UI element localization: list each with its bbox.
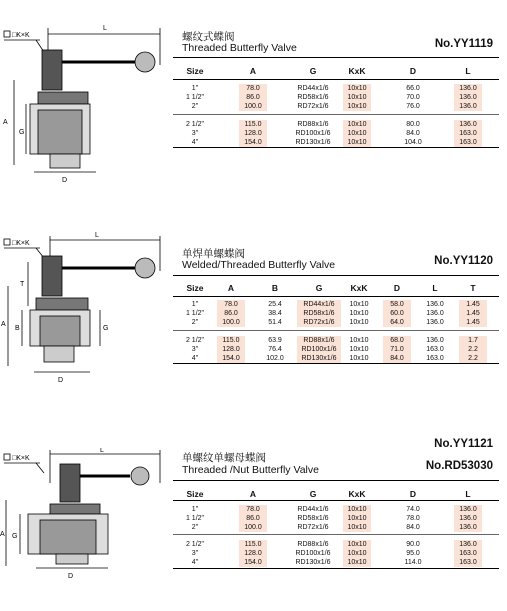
table-cell: 114.0 bbox=[404, 559, 422, 566]
table-cell: 136.0 bbox=[454, 93, 482, 102]
table-bottom-rule bbox=[173, 568, 499, 569]
column-header: G bbox=[309, 66, 317, 76]
size-cell: 1" bbox=[191, 506, 199, 513]
table-cell: 25.4 bbox=[268, 301, 282, 308]
product-title-en: Threaded Butterfly Valve bbox=[182, 42, 297, 54]
table-cell: 10x10 bbox=[343, 120, 371, 129]
product-block-threaded bbox=[173, 26, 499, 156]
drawing-dimension-label: L bbox=[103, 25, 107, 32]
valve-drawing-1 bbox=[0, 10, 170, 185]
column-header: A bbox=[227, 283, 235, 293]
table-cell: 128.0 bbox=[239, 129, 267, 138]
drawing-dimension-label: D bbox=[62, 177, 68, 184]
drawing-dimension-label: D bbox=[68, 573, 74, 580]
table-cell: 71.0 bbox=[383, 345, 411, 354]
table-cell: 10x10 bbox=[343, 514, 371, 523]
column-header: D bbox=[393, 283, 401, 293]
table-cell: 154.0 bbox=[239, 138, 267, 147]
table-cell: 1.7 bbox=[459, 336, 487, 345]
table-cell: 10x10 bbox=[343, 93, 371, 102]
drawing-dimension-label: L bbox=[95, 232, 99, 239]
drawing-dimension-label: G bbox=[19, 129, 25, 136]
table-cell: 136.0 bbox=[454, 102, 482, 111]
size-cell: 2" bbox=[191, 524, 199, 531]
table-cell: 10x10 bbox=[343, 84, 371, 93]
table-cell: 136.0 bbox=[454, 120, 482, 129]
table-group-rule bbox=[173, 330, 499, 331]
table-cell: 10x10 bbox=[349, 310, 369, 317]
table-cell: 136.0 bbox=[454, 514, 482, 523]
column-header: Size bbox=[186, 489, 204, 499]
table-cell: 60.0 bbox=[383, 309, 411, 318]
table-cell: 74.0 bbox=[406, 506, 420, 513]
table-cell: RD88x1/6 bbox=[297, 121, 329, 128]
column-header: A bbox=[249, 66, 257, 76]
table-header-rule bbox=[173, 79, 499, 80]
table-top-rule bbox=[173, 275, 499, 276]
table-cell: 154.0 bbox=[239, 558, 267, 567]
table-cell: 84.0 bbox=[406, 524, 420, 531]
table-cell: 84.0 bbox=[406, 130, 420, 137]
product-title-en: Threaded /Nut Butterfly Valve bbox=[182, 464, 319, 476]
table-cell: 2.2 bbox=[459, 354, 487, 363]
table-cell: 115.0 bbox=[239, 540, 267, 549]
table-cell: RD58x1/6 bbox=[297, 309, 341, 318]
table-cell: 76.4 bbox=[268, 346, 282, 353]
size-cell: 1" bbox=[191, 85, 199, 92]
table-cell: RD100x1/6 bbox=[295, 130, 331, 137]
table-cell: 10x10 bbox=[343, 540, 371, 549]
table-cell: 78.0 bbox=[217, 300, 245, 309]
column-header: KxK bbox=[350, 283, 368, 293]
table-cell: RD44x1/6 bbox=[297, 300, 341, 309]
table-cell: 163.0 bbox=[454, 138, 482, 147]
column-header: KxK bbox=[348, 66, 366, 76]
table-cell: 10x10 bbox=[343, 549, 371, 558]
table-cell: 76.0 bbox=[406, 103, 420, 110]
table-cell: RD88x1/6 bbox=[297, 336, 341, 345]
drawing-dimension-label: D bbox=[58, 377, 64, 384]
table-cell: 136.0 bbox=[454, 84, 482, 93]
table-cell: RD58x1/6 bbox=[297, 515, 329, 522]
table-cell: 10x10 bbox=[349, 346, 369, 353]
table-cell: 68.0 bbox=[383, 336, 411, 345]
size-cell: 1 1/2" bbox=[185, 94, 205, 101]
size-cell: 2" bbox=[191, 319, 199, 326]
table-cell: 80.0 bbox=[406, 121, 420, 128]
table-cell: 136.0 bbox=[454, 523, 482, 532]
product-block-welded-threaded bbox=[173, 243, 499, 373]
product-code: No.RD53030 bbox=[425, 460, 493, 472]
table-cell: RD130x1/6 bbox=[295, 559, 331, 566]
column-header: L bbox=[432, 283, 438, 293]
column-header: KxK bbox=[348, 489, 366, 499]
table-cell: 63.9 bbox=[268, 337, 282, 344]
valve-drawing-2 bbox=[0, 226, 170, 396]
drawing-dimension-label: A bbox=[3, 119, 8, 126]
product-title-zh: 螺纹式蝶阀 bbox=[182, 31, 235, 43]
size-cell: 4" bbox=[191, 139, 199, 146]
column-header: Size bbox=[186, 283, 204, 293]
table-cell: 78.0 bbox=[239, 84, 267, 93]
column-header: A bbox=[249, 489, 257, 499]
table-cell: 10x10 bbox=[343, 138, 371, 147]
table-cell: 10x10 bbox=[349, 319, 369, 326]
table-cell: 136.0 bbox=[454, 505, 482, 514]
table-cell: 10x10 bbox=[343, 523, 371, 532]
size-cell: 2 1/2" bbox=[185, 121, 205, 128]
product-code: No.YY1119 bbox=[434, 38, 493, 50]
table-cell: 1.45 bbox=[459, 318, 487, 327]
table-cell: 10x10 bbox=[343, 558, 371, 567]
size-cell: 3" bbox=[191, 550, 199, 557]
table-cell: 136.0 bbox=[426, 319, 444, 326]
size-cell: 3" bbox=[191, 130, 199, 137]
column-header: G bbox=[315, 283, 323, 293]
size-cell: 3" bbox=[191, 346, 199, 353]
table-cell: 51.4 bbox=[268, 319, 282, 326]
size-cell: 2" bbox=[191, 103, 199, 110]
table-cell: 115.0 bbox=[217, 336, 245, 345]
table-cell: RD130x1/6 bbox=[297, 354, 341, 363]
drawing-dimension-label: □K×K bbox=[12, 455, 30, 462]
size-cell: 2 1/2" bbox=[185, 541, 205, 548]
table-cell: 38.4 bbox=[268, 310, 282, 317]
column-header: L bbox=[465, 489, 471, 499]
table-cell: 84.0 bbox=[383, 354, 411, 363]
valve-drawing-3 bbox=[0, 448, 170, 608]
table-header-rule bbox=[173, 296, 499, 297]
table-cell: 128.0 bbox=[239, 549, 267, 558]
column-header: D bbox=[409, 66, 417, 76]
table-bottom-rule bbox=[173, 363, 499, 364]
table-cell: 10x10 bbox=[343, 129, 371, 138]
column-header: G bbox=[309, 489, 317, 499]
product-title-en: Welded/Threaded Butterfly Valve bbox=[182, 259, 336, 271]
size-cell: 1 1/2" bbox=[185, 515, 205, 522]
table-cell: 2.2 bbox=[459, 345, 487, 354]
table-cell: RD44x1/6 bbox=[297, 85, 329, 92]
table-cell: 86.0 bbox=[239, 93, 267, 102]
drawing-dimension-label: B bbox=[15, 325, 20, 332]
table-cell: 100.0 bbox=[239, 523, 267, 532]
table-cell: 163.0 bbox=[426, 355, 444, 362]
table-cell: 136.0 bbox=[454, 540, 482, 549]
table-cell: RD100x1/6 bbox=[297, 345, 341, 354]
table-cell: 10x10 bbox=[349, 301, 369, 308]
table-cell: 78.0 bbox=[239, 505, 267, 514]
table-cell: 10x10 bbox=[349, 355, 369, 362]
table-cell: 10x10 bbox=[349, 337, 369, 344]
table-group-rule bbox=[173, 114, 499, 115]
drawing-dimension-label: T bbox=[20, 281, 25, 288]
table-cell: 104.0 bbox=[404, 139, 422, 146]
column-header: B bbox=[271, 283, 279, 293]
drawing-dimension-label: G bbox=[12, 533, 18, 540]
table-cell: 1.45 bbox=[459, 309, 487, 318]
table-header-rule bbox=[173, 500, 499, 501]
size-cell: 1 1/2" bbox=[185, 310, 205, 317]
drawing-dimension-label: □K×K bbox=[12, 240, 30, 247]
product-code: No.YY1121 bbox=[434, 438, 493, 450]
table-cell: 102.0 bbox=[266, 355, 284, 362]
drawing-dimension-label: □K×K bbox=[12, 32, 30, 39]
column-header: T bbox=[470, 283, 476, 293]
product-code: No.YY1120 bbox=[434, 255, 493, 267]
size-cell: 2 1/2" bbox=[185, 337, 205, 344]
table-cell: 66.0 bbox=[406, 85, 420, 92]
table-cell: 163.0 bbox=[454, 129, 482, 138]
table-cell: RD130x1/6 bbox=[295, 139, 331, 146]
product-title-zh: 单焊单螺蝶阀 bbox=[182, 248, 245, 260]
table-cell: 163.0 bbox=[454, 558, 482, 567]
table-cell: 100.0 bbox=[217, 318, 245, 327]
table-cell: RD58x1/6 bbox=[297, 94, 329, 101]
table-cell: RD72x1/6 bbox=[297, 318, 341, 327]
table-top-rule bbox=[173, 57, 499, 58]
column-header: D bbox=[409, 489, 417, 499]
table-cell: 136.0 bbox=[426, 310, 444, 317]
table-cell: 86.0 bbox=[217, 309, 245, 318]
size-cell: 4" bbox=[191, 559, 199, 566]
table-top-rule bbox=[173, 480, 499, 481]
table-cell: RD44x1/6 bbox=[297, 506, 329, 513]
table-cell: 115.0 bbox=[239, 120, 267, 129]
product-title-zh: 单螺纹单螺母蝶阀 bbox=[182, 452, 266, 464]
drawing-dimension-label: A bbox=[1, 321, 6, 328]
table-cell: 100.0 bbox=[239, 102, 267, 111]
product-block-threaded-nut bbox=[173, 438, 499, 578]
table-cell: 10x10 bbox=[343, 102, 371, 111]
table-cell: 78.0 bbox=[406, 515, 420, 522]
drawing-dimension-label: L bbox=[100, 448, 104, 454]
table-cell: 86.0 bbox=[239, 514, 267, 523]
table-cell: 95.0 bbox=[406, 550, 420, 557]
table-cell: 90.0 bbox=[406, 541, 420, 548]
table-cell: 136.0 bbox=[426, 337, 444, 344]
drawing-dimension-label: A bbox=[0, 531, 5, 538]
table-cell: 10x10 bbox=[343, 505, 371, 514]
size-cell: 1" bbox=[191, 301, 199, 308]
table-cell: 163.0 bbox=[454, 549, 482, 558]
table-cell: 163.0 bbox=[426, 346, 444, 353]
table-cell: RD72x1/6 bbox=[297, 524, 329, 531]
table-cell: 58.0 bbox=[383, 300, 411, 309]
table-cell: 70.0 bbox=[406, 94, 420, 101]
table-cell: 1.45 bbox=[459, 300, 487, 309]
table-group-rule bbox=[173, 534, 499, 535]
table-cell: RD100x1/6 bbox=[295, 550, 331, 557]
table-cell: RD72x1/6 bbox=[297, 103, 329, 110]
table-cell: 154.0 bbox=[217, 354, 245, 363]
column-header: Size bbox=[186, 66, 204, 76]
table-cell: RD88x1/6 bbox=[297, 541, 329, 548]
table-cell: 136.0 bbox=[426, 301, 444, 308]
table-bottom-rule bbox=[173, 147, 499, 148]
drawing-dimension-label: G bbox=[103, 325, 109, 332]
table-cell: 128.0 bbox=[217, 345, 245, 354]
column-header: L bbox=[465, 66, 471, 76]
table-cell: 64.0 bbox=[383, 318, 411, 327]
size-cell: 4" bbox=[191, 355, 199, 362]
